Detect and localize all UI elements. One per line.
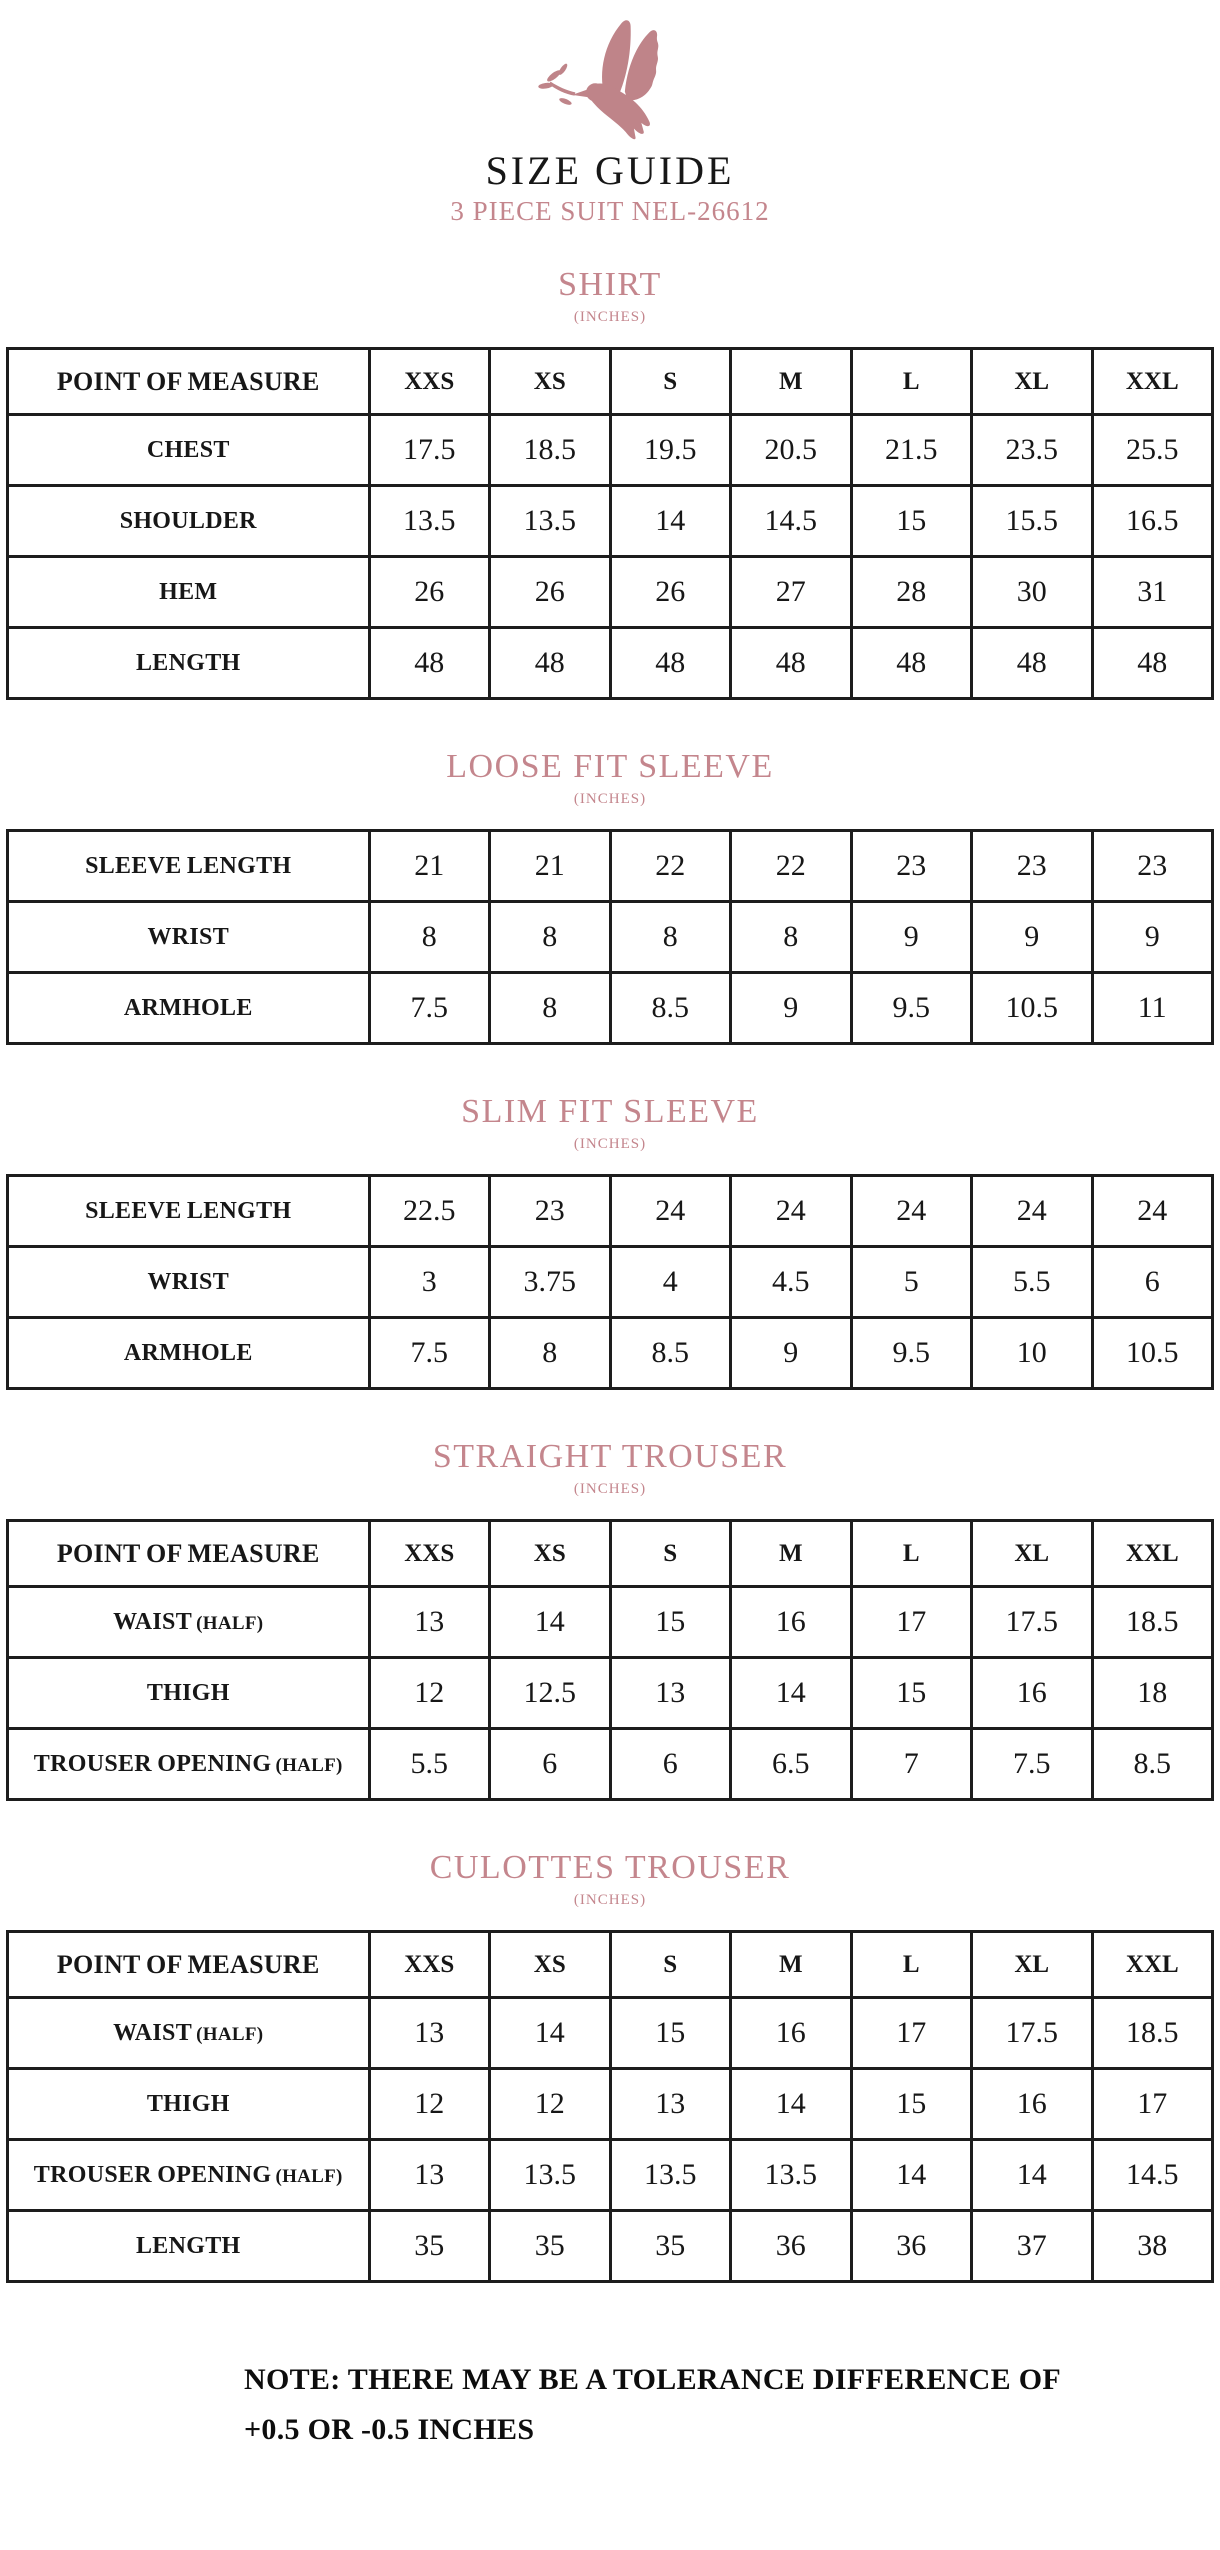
row-label: WAIST (HALF) [8, 1998, 370, 2069]
measurement-value: 37 [972, 2211, 1093, 2282]
measurement-value: 48 [1092, 628, 1213, 699]
measurement-value: 26 [369, 557, 490, 628]
measurement-value: 3 [369, 1247, 490, 1318]
table-row-hem [8, 557, 1213, 628]
measurement-value: 14 [731, 1658, 852, 1729]
row-label: SLEEVE LENGTH [8, 1176, 370, 1247]
measurement-value: 8 [610, 902, 731, 973]
row-label-suffix: (HALF) [192, 2023, 264, 2045]
measurement-value: 19.5 [610, 415, 731, 486]
section-title: LOOSE FIT SLEEVE [446, 748, 774, 785]
measurement-value: 8 [490, 902, 611, 973]
size-header-xl: XL [972, 349, 1093, 415]
measurement-value: 22.5 [369, 1176, 490, 1247]
measurement-value: 6.5 [731, 1729, 852, 1800]
measurement-value: 36 [851, 2211, 972, 2282]
measurement-value: 14 [851, 2140, 972, 2211]
size-header-l: L [851, 1521, 972, 1587]
measurement-value: 7 [851, 1729, 972, 1800]
table-row-sleeve-length [8, 1176, 1213, 1247]
measurement-value: 48 [490, 628, 611, 699]
measurement-value: 8.5 [1092, 1729, 1213, 1800]
table-row-trouser-opening [8, 1729, 1213, 1800]
measurement-value: 9 [851, 902, 972, 973]
row-label: ARMHOLE [8, 1318, 370, 1389]
size-header-xl: XL [972, 1521, 1093, 1587]
row-label-suffix: (HALF) [271, 1754, 343, 1776]
measurement-value: 8 [369, 902, 490, 973]
measurement-value: 18.5 [1092, 1998, 1213, 2069]
table-row-armhole [8, 973, 1213, 1044]
product-code-subtitle: 3 PIECE SUIT NEL-26612 [450, 196, 770, 226]
table-row-length [8, 628, 1213, 699]
size-header-xxs: XXS [369, 1932, 490, 1998]
measurement-value: 9 [731, 1318, 852, 1389]
measurement-value: 17 [851, 1587, 972, 1658]
section-title: SLIM FIT SLEEVE [461, 1093, 759, 1130]
measurement-value: 17.5 [972, 1587, 1093, 1658]
measurement-value: 13.5 [369, 486, 490, 557]
measurement-value: 48 [851, 628, 972, 699]
measurement-value: 5 [851, 1247, 972, 1318]
measurement-value: 14 [610, 486, 731, 557]
measurement-value: 12 [369, 1658, 490, 1729]
measurement-value: 16 [972, 2069, 1093, 2140]
measurement-value: 8 [490, 973, 611, 1044]
measurement-value: 16 [731, 1587, 852, 1658]
measurement-value: 26 [610, 557, 731, 628]
measurement-value: 18.5 [490, 415, 611, 486]
row-label: WRIST [8, 1247, 370, 1318]
measurement-value: 7.5 [369, 973, 490, 1044]
measurement-value: 24 [1092, 1176, 1213, 1247]
row-label: TROUSER OPENING (HALF) [8, 1729, 370, 1800]
measurement-value: 28 [851, 557, 972, 628]
measurement-value: 5.5 [369, 1729, 490, 1800]
section-culottes-trouser [0, 1847, 1220, 2283]
measurement-value: 9 [731, 973, 852, 1044]
measurement-value: 13 [610, 1658, 731, 1729]
table-row-armhole [8, 1318, 1213, 1389]
measurement-value: 24 [972, 1176, 1093, 1247]
size-header-m: M [731, 1521, 852, 1587]
section-unit-label: (INCHES) [573, 309, 647, 325]
measurement-value: 9 [972, 902, 1093, 973]
row-label: ARMHOLE [8, 973, 370, 1044]
section-title: SHIRT [558, 266, 662, 303]
size-table-straight-trouser [6, 1519, 1214, 1801]
size-table-slim-fit-sleeve [6, 1174, 1214, 1390]
row-label: HEM [8, 557, 370, 628]
measurement-value: 5.5 [972, 1247, 1093, 1318]
measurement-value: 7.5 [972, 1729, 1093, 1800]
measurement-value: 35 [369, 2211, 490, 2282]
measurement-value: 9.5 [851, 1318, 972, 1389]
measurement-value: 48 [369, 628, 490, 699]
row-label: CHEST [8, 415, 370, 486]
measurement-value: 10 [972, 1318, 1093, 1389]
tolerance-note-line1: NOTE: THERE MAY BE A TOLERANCE DIFFERENCE OF [244, 2363, 1061, 2396]
measurement-value: 6 [610, 1729, 731, 1800]
measurement-value: 23 [972, 831, 1093, 902]
section-title: STRAIGHT TROUSER [432, 1438, 788, 1475]
measurement-value: 8 [731, 902, 852, 973]
point-of-measure-header: POINT OF MEASURE [8, 349, 370, 415]
measurement-value: 17.5 [369, 415, 490, 486]
measurement-value: 11 [1092, 973, 1213, 1044]
measurement-value: 24 [610, 1176, 731, 1247]
section-unit-label: (INCHES) [573, 1892, 647, 1908]
measurement-value: 15 [610, 1587, 731, 1658]
measurement-value: 35 [490, 2211, 611, 2282]
measurement-value: 23 [1092, 831, 1213, 902]
measurement-value: 7.5 [369, 1318, 490, 1389]
size-header-xxs: XXS [369, 349, 490, 415]
measurement-value: 9.5 [851, 973, 972, 1044]
measurement-value: 17 [1092, 2069, 1213, 2140]
measurement-value: 30 [972, 557, 1093, 628]
measurement-value: 14 [490, 1998, 611, 2069]
size-header-xxl: XXL [1092, 1932, 1213, 1998]
section-title: CULOTTES TROUSER [429, 1849, 791, 1886]
measurement-value: 8.5 [610, 1318, 731, 1389]
table-row-trouser-opening [8, 2140, 1213, 2211]
measurement-value: 10.5 [1092, 1318, 1213, 1389]
table-row-sleeve-length [8, 831, 1213, 902]
measurement-value: 22 [610, 831, 731, 902]
row-label: WRIST [8, 902, 370, 973]
measurement-value: 13.5 [490, 486, 611, 557]
measurement-value: 16 [972, 1658, 1093, 1729]
measurement-value: 17 [851, 1998, 972, 2069]
measurement-value: 17.5 [972, 1998, 1093, 2069]
measurement-value: 31 [1092, 557, 1213, 628]
size-header-s: S [610, 1521, 731, 1587]
section-unit-label: (INCHES) [573, 1481, 647, 1497]
measurement-value: 15 [610, 1998, 731, 2069]
row-label: SHOULDER [8, 486, 370, 557]
row-label: LENGTH [8, 2211, 370, 2282]
table-row-chest [8, 415, 1213, 486]
section-slim-fit-sleeve [0, 1091, 1220, 1390]
measurement-value: 6 [1092, 1247, 1213, 1318]
measurement-value: 27 [731, 557, 852, 628]
sections [0, 264, 1220, 2283]
section-loose-fit-sleeve [0, 746, 1220, 1045]
measurement-value: 20.5 [731, 415, 852, 486]
size-header-m: M [731, 1932, 852, 1998]
size-table-loose-fit-sleeve [6, 829, 1214, 1045]
measurement-value: 13 [369, 1998, 490, 2069]
table-row-thigh [8, 2069, 1213, 2140]
row-label: LENGTH [8, 628, 370, 699]
row-label: TROUSER OPENING (HALF) [8, 2140, 370, 2211]
size-header-s: S [610, 349, 731, 415]
measurement-value: 13 [369, 1587, 490, 1658]
measurement-value: 38 [1092, 2211, 1213, 2282]
measurement-value: 23.5 [972, 415, 1093, 486]
measurement-value: 23 [490, 1176, 611, 1247]
size-header-xs: XS [490, 1521, 611, 1587]
size-table-culottes-trouser [6, 1930, 1214, 2283]
size-header-m: M [731, 349, 852, 415]
section-unit-label: (INCHES) [573, 791, 647, 807]
point-of-measure-header: POINT OF MEASURE [8, 1521, 370, 1587]
size-header-xxl: XXL [1092, 1521, 1213, 1587]
measurement-value: 24 [731, 1176, 852, 1247]
measurement-value: 22 [731, 831, 852, 902]
row-label: SLEEVE LENGTH [8, 831, 370, 902]
table-row-wrist [8, 902, 1213, 973]
page-title: SIZE GUIDE [485, 148, 735, 193]
measurement-value: 14.5 [731, 486, 852, 557]
measurement-value: 48 [731, 628, 852, 699]
measurement-value: 14 [731, 2069, 852, 2140]
measurement-value: 16.5 [1092, 486, 1213, 557]
measurement-value: 26 [490, 557, 611, 628]
table-header-row [8, 1932, 1213, 1998]
measurement-value: 9 [1092, 902, 1213, 973]
size-header-xs: XS [490, 349, 611, 415]
measurement-value: 8 [490, 1318, 611, 1389]
measurement-value: 18.5 [1092, 1587, 1213, 1658]
table-row-shoulder [8, 486, 1213, 557]
size-header-xl: XL [972, 1932, 1093, 1998]
measurement-value: 12.5 [490, 1658, 611, 1729]
tolerance-note [244, 2355, 1124, 2455]
section-shirt [0, 264, 1220, 700]
measurement-value: 48 [972, 628, 1093, 699]
point-of-measure-header: POINT OF MEASURE [8, 1932, 370, 1998]
measurement-value: 36 [731, 2211, 852, 2282]
measurement-value: 35 [610, 2211, 731, 2282]
tolerance-note-line2: +0.5 OR -0.5 INCHES [244, 2413, 535, 2446]
measurement-value: 4.5 [731, 1247, 852, 1318]
row-label: THIGH [8, 1658, 370, 1729]
measurement-value: 15 [851, 486, 972, 557]
measurement-value: 15.5 [972, 486, 1093, 557]
size-header-xxs: XXS [369, 1521, 490, 1587]
measurement-value: 18 [1092, 1658, 1213, 1729]
size-header-l: L [851, 1932, 972, 1998]
measurement-value: 3.75 [490, 1247, 611, 1318]
table-row-waist [8, 1587, 1213, 1658]
measurement-value: 13.5 [610, 2140, 731, 2211]
dove-olive-branch-icon [515, 14, 705, 146]
measurement-value: 8.5 [610, 973, 731, 1044]
table-row-wrist [8, 1247, 1213, 1318]
section-unit-label: (INCHES) [573, 1136, 647, 1152]
row-label-suffix: (HALF) [192, 1612, 264, 1634]
measurement-value: 10.5 [972, 973, 1093, 1044]
measurement-value: 12 [369, 2069, 490, 2140]
size-header-xs: XS [490, 1932, 611, 1998]
row-label: WAIST (HALF) [8, 1587, 370, 1658]
measurement-value: 13.5 [490, 2140, 611, 2211]
table-header-row [8, 1521, 1213, 1587]
size-header-s: S [610, 1932, 731, 1998]
measurement-value: 6 [490, 1729, 611, 1800]
measurement-value: 21.5 [851, 415, 972, 486]
measurement-value: 25.5 [1092, 415, 1213, 486]
size-header-xxl: XXL [1092, 349, 1213, 415]
measurement-value: 14.5 [1092, 2140, 1213, 2211]
size-header-l: L [851, 349, 972, 415]
table-row-waist [8, 1998, 1213, 2069]
row-label-suffix: (HALF) [271, 2165, 343, 2187]
measurement-value: 13 [610, 2069, 731, 2140]
table-row-length [8, 2211, 1213, 2282]
measurement-value: 48 [610, 628, 731, 699]
measurement-value: 14 [972, 2140, 1093, 2211]
section-straight-trouser [0, 1436, 1220, 1801]
measurement-value: 15 [851, 1658, 972, 1729]
measurement-value: 21 [369, 831, 490, 902]
table-row-thigh [8, 1658, 1213, 1729]
measurement-value: 21 [490, 831, 611, 902]
measurement-value: 23 [851, 831, 972, 902]
row-label: THIGH [8, 2069, 370, 2140]
measurement-value: 13 [369, 2140, 490, 2211]
size-table-shirt [6, 347, 1214, 700]
measurement-value: 4 [610, 1247, 731, 1318]
measurement-value: 12 [490, 2069, 611, 2140]
measurement-value: 13.5 [731, 2140, 852, 2211]
measurement-value: 16 [731, 1998, 852, 2069]
measurement-value: 14 [490, 1587, 611, 1658]
measurement-value: 15 [851, 2069, 972, 2140]
measurement-value: 24 [851, 1176, 972, 1247]
table-header-row [8, 349, 1213, 415]
